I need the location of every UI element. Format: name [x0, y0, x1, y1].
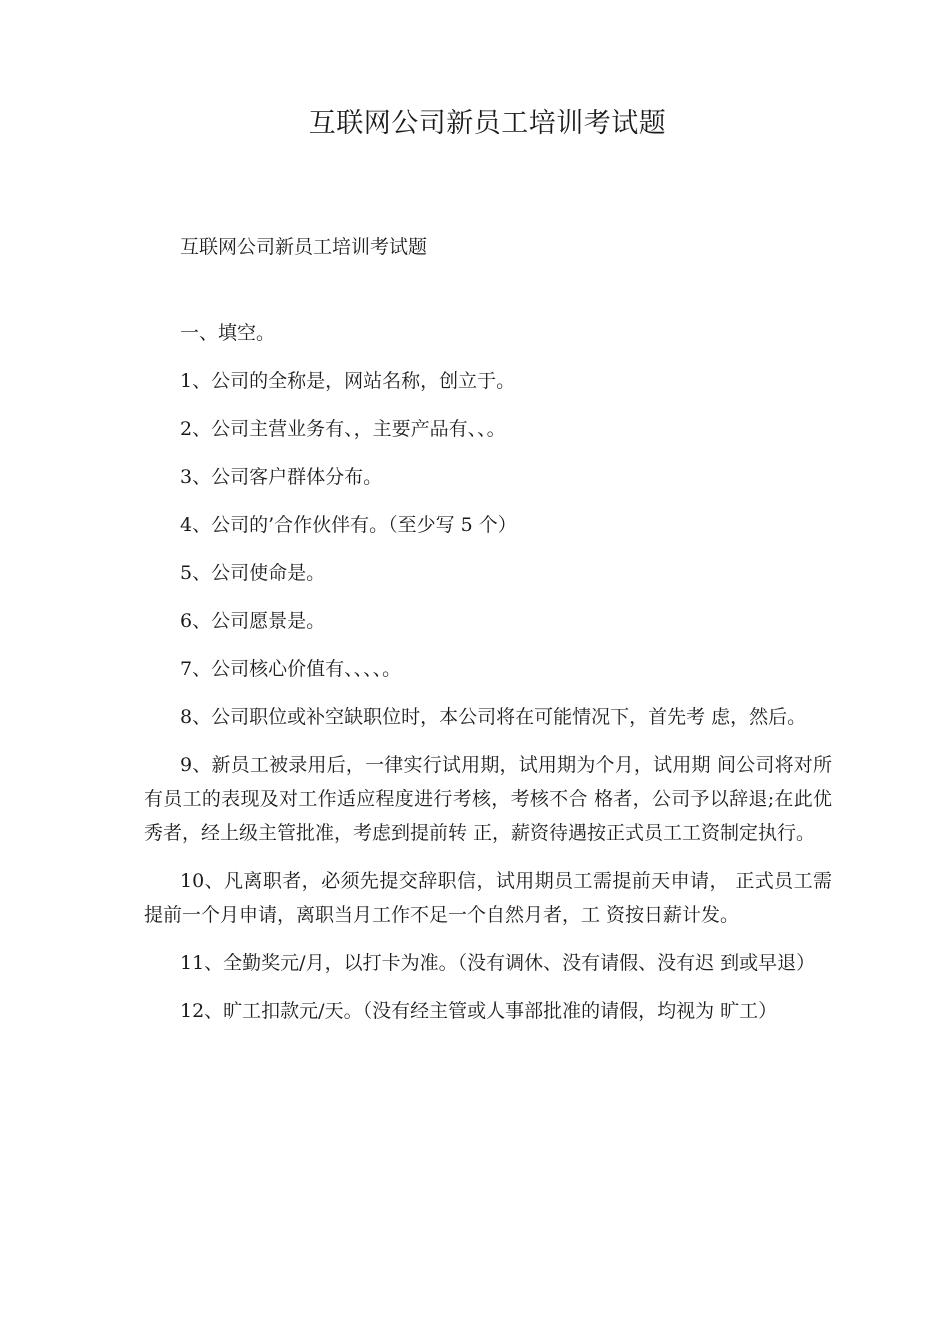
question-4: 4、公司的’合作伙伴有。（至少写 5 个）: [180, 514, 517, 536]
question-3: 3、公司客户群体分布。: [180, 466, 383, 488]
document-subtitle: 互联网公司新员工培训考试题: [180, 236, 428, 258]
question-1: 1、公司的全称是，网站名称，创立于。: [180, 370, 516, 392]
section-heading: 一、填空。: [180, 322, 276, 344]
question-2: 2、公司主营业务有、，主要产品有、、。: [180, 418, 506, 440]
question-5: 5、公司使命是。: [180, 562, 326, 584]
question-6: 6、公司愿景是。: [180, 610, 326, 632]
question-9: 9、新员工被录用后，一律实行试用期，试用期为个月，试用期 间公司将对所有员工的表现及对工作适应程度进行考核，考核不合 格者，公司予以辞退;在此优秀者，经上级主管批准，考虑到提前转 正，薪资待遇按正式员工工资制定执行。: [144, 754, 832, 844]
question-10: 10、凡离职者，必须先提交辞职信，试用期员工需提前天申请， 正式员工需提前一个月申请，离职当月工作不足一个自然月者，工 资按日薪计发。: [144, 870, 832, 926]
question-8: 8、公司职位或补空缺职位时，本公司将在可能情况下，首先考 虑，然后。: [180, 706, 807, 728]
document-title: 互联网公司新员工培训考试题: [308, 108, 667, 139]
question-11: 11、全勤奖元/月，以打卡为准。（没有调休、没有请假、没有迟 到或早退）: [180, 952, 816, 974]
document-body: [144, 316, 832, 1042]
question-7: 7、公司核心价值有、、、、。: [180, 658, 402, 680]
question-12: 12、旷工扣款元/天。（没有经主管或人事部批准的请假，均视为 旷工）: [180, 1000, 778, 1022]
